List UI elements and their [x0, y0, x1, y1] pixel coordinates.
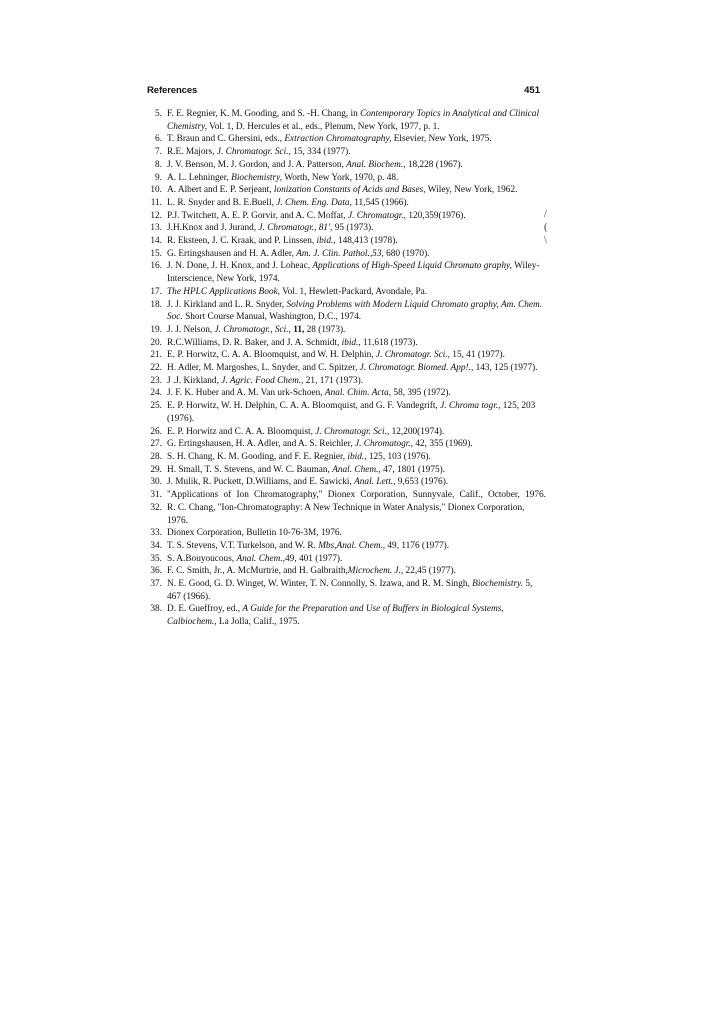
reference-number: 25.	[150, 401, 162, 412]
reference-number: 32.	[150, 502, 162, 513]
reference-number: 22.	[150, 363, 162, 374]
reference-number: 11.	[150, 197, 162, 208]
reference-text: A. Albert and E. P. Serjeant, lonization Constants of Acids and Bases, Wiley, New York, 1962.	[167, 185, 518, 196]
reference-number: 20.	[150, 337, 162, 348]
reference-item	[140, 476, 546, 489]
reference-number: 15.	[150, 248, 162, 259]
reference-text: P.J. Twitchett, A. E. P. Gorvir, and A. C. Moffat, J. Chromatogr., 120,359(1976).	[167, 210, 466, 221]
reference-text: J. J. Nelson, J. Chromatogr., Sci., 11, 28 (1973).	[167, 324, 346, 335]
reference-item	[140, 438, 546, 451]
reference-number: 18.	[150, 299, 162, 310]
margin-mark: /	[544, 209, 547, 220]
reference-item	[140, 451, 546, 464]
reference-text: R. C. Chang, "Ion-Chromatography: A New Technique in Water Analysis," Dionex Corporation, 1976.	[167, 502, 525, 526]
reference-item	[140, 184, 546, 197]
reference-number: 21.	[150, 350, 162, 361]
reference-item	[140, 603, 546, 628]
reference-number: 35.	[150, 553, 162, 564]
reference-number: 6.	[155, 134, 162, 145]
reference-text: J. J. Kirkland and L. R. Snyder, Solving Problems with Modern Liquid Chromato graphy, Am. Chem. Soc. Short Course Manual, Washington, D.C., 1974.	[167, 299, 543, 323]
reference-item	[140, 286, 546, 299]
reference-text: R. Eksteen, J. C. Kraak, and P. Linssen, ibid., 148,413 (1978).	[167, 236, 398, 247]
reference-text: F. E. Regnier, K. M. Gooding, and S. -H. Chang, in Contemporary Topics in Analytical and Clinical Chemistry, Vol. 1, D. Hercules et al., eds., Plenum, New York, 1977, p. 1.	[167, 109, 540, 132]
reference-item	[140, 489, 546, 502]
page-number: 451	[524, 85, 540, 96]
reference-text: J. Mulik, R. Puckett, D.Williams, and E. Sawicki, Anal. Lett., 9,653 (1976).	[167, 477, 449, 488]
reference-number: 34.	[150, 540, 162, 551]
reference-item	[140, 400, 546, 425]
reference-text: L. R. Snyder and B. E.Buell, J. Chem. Eng. Data, 11,545 (1966).	[167, 197, 409, 208]
reference-item	[140, 527, 546, 540]
reference-item	[140, 375, 546, 388]
reference-text: H. Small, T. S. Stevens, and W. C. Bauman, Anal. Chem., 47, 1801 (1975).	[167, 464, 446, 475]
reference-text: S. H. Chang, K. M. Gooding, and F. E. Regnier, ibid., 125, 103 (1976).	[167, 451, 431, 462]
reference-number: 7.	[155, 147, 162, 158]
reference-text: E. P. Horwitz, C. A. A. Bloomquist, and W. H. Delphin, J. Chromatogr. Sci., 15, 41 (1977).	[167, 350, 505, 361]
reference-text: G. Ertingshausen and H. A. Adler, Am. J. Clin. Pathol.,53, 680 (1970).	[167, 248, 430, 259]
reference-text: J.H.Knox and J. Jurand, J. Chromatogr., 81', 95 (1973).	[167, 223, 374, 234]
reference-number: 5.	[155, 109, 162, 119]
reference-item	[140, 337, 546, 350]
reference-text: J .J. Kirkland, J. Agric. Food Chem., 21, 171 (1973).	[167, 375, 364, 386]
reference-text: S. A.Bouyoucous, Anal. Chem.,49, 401 (1977).	[167, 553, 343, 564]
reference-item	[140, 349, 546, 362]
reference-item	[140, 146, 546, 159]
reference-text: Dionex Corporation, Bulletin 10-76-3M, 1976.	[167, 528, 342, 539]
reference-item	[140, 578, 546, 603]
reference-number: 38.	[150, 604, 162, 615]
reference-number: 12.	[150, 210, 162, 221]
reference-text: H. Adler, M. Margoshes, L. Snyder, and C. Spitzer, J. Chromatogr. Biomed. App!., 143, 125 (1977).	[167, 363, 538, 374]
reference-number: 31.	[150, 490, 162, 501]
reference-item	[140, 324, 546, 337]
reference-text: "Applications of Ion Chromatography," Dionex Corporation, Sunnyvale, Calif., October, 1976.	[167, 490, 546, 501]
reference-text: E. P. Horwitz, W. H. Delphin, C. A. A. Bloomquist, and G. F. Vandegrift, J. Chroma togr., 125, 203 (1976).	[167, 401, 536, 424]
reference-number: 19.	[150, 324, 162, 335]
reference-item	[140, 210, 546, 223]
reference-item	[140, 197, 546, 210]
reference-number: 24.	[150, 388, 162, 399]
reference-text: G. Ertingshausen, H. A. Adler, and A. S. Reichler, J. Chromatogr., 42, 355 (1969).	[167, 439, 473, 450]
reference-item	[140, 222, 546, 235]
reference-text: J. V. Benson, M. J. Gordon, and J. A. Patterson, Anal. Biochem., 18,228 (1967).	[167, 159, 463, 170]
reference-number: 13.	[150, 223, 162, 234]
reference-number: 9.	[155, 172, 162, 183]
reference-item	[140, 565, 546, 578]
reference-item	[140, 387, 546, 400]
reference-item	[140, 299, 546, 324]
reference-text: E. P. Horwitz and C. A. A. Bloomquist, J. Chromatogr. Sci., 12,200(1974).	[167, 426, 445, 437]
reference-text: D. E. Gueffroy, ed., A Guide for the Preparation and Use of Buffers in Biological Systems, Calbiochem., La Jolla, Calif., 1975.	[167, 604, 504, 628]
reference-number: 28.	[150, 451, 162, 462]
reference-item	[140, 502, 546, 527]
reference-number: 17.	[150, 286, 162, 297]
reference-number: 36.	[150, 566, 162, 577]
reference-text: N. E. Good, G. D. Winget, W. Winter, T. N. Connolly, S. Izawa, and R. M. Singh, Biochemistry. 5, 467 (1966).	[167, 579, 533, 602]
margin-mark: (	[544, 222, 548, 233]
reference-item	[140, 133, 546, 146]
reference-text: T. S. Stevens, V.T. Turkelson, and W. R. Mbs,Anal. Chem., 49, 1176 (1977).	[167, 540, 450, 551]
reference-item	[140, 362, 546, 375]
reference-item	[140, 260, 546, 285]
reference-number: 10.	[150, 185, 162, 196]
reference-list	[140, 108, 546, 629]
reference-text: R.C.Williams, D. R. Baker, and J. A. Schmidt, ibid., 11,618 (1973).	[167, 337, 418, 348]
reference-number: 16.	[150, 261, 162, 272]
reference-text: R.E. Majors, J. Chromatogr. Sci., 15, 334 (1977).	[167, 147, 351, 158]
reference-number: 8.	[155, 159, 162, 170]
reference-text: F. C. Smith, Jr., A. McMurtrie, and H. Galbraith,Microchem. J., 22,45 (1977).	[167, 566, 456, 577]
reference-text: A. L. Lehninger, Biochemistry, Worth, New York, 1970, p. 48.	[167, 172, 399, 183]
reference-number: 27.	[150, 439, 162, 450]
reference-number: 14.	[150, 236, 162, 247]
reference-number: 26.	[150, 426, 162, 437]
reference-item	[140, 108, 546, 133]
section-title: References	[147, 85, 198, 96]
reference-text: J. N. Done, J. H. Knox, and J. Loheac, Applications of High-Speed Liquid Chromato graphy, Wiley-Interscience, New York, 1974.	[167, 261, 540, 285]
margin-mark: \	[544, 235, 547, 246]
reference-item	[140, 248, 546, 261]
reference-item	[140, 426, 546, 439]
reference-item	[140, 159, 546, 172]
reference-item	[140, 464, 546, 477]
reference-text: T. Braun and C. Ghersini, eds., Extraction Chromatography, Elsevier, New York, 1975.	[167, 134, 492, 145]
reference-item	[140, 553, 546, 566]
running-head	[147, 85, 540, 99]
reference-item	[140, 540, 546, 553]
reference-item	[140, 235, 546, 248]
reference-number: 37.	[150, 579, 162, 590]
reference-item	[140, 172, 546, 185]
reference-number: 30.	[150, 477, 162, 488]
reference-text: J. F. K. Huber and A. M. Van urk-Schoen, Anal. Chim. Acta, 58, 395 (1972).	[167, 388, 451, 399]
reference-number: 29.	[150, 464, 162, 475]
reference-number: 33.	[150, 528, 162, 539]
reference-text: The HPLC Applications Book, Vol. 1, Hewlett-Packard, Avondale, Pa.	[167, 286, 428, 297]
reference-number: 23.	[150, 375, 162, 386]
